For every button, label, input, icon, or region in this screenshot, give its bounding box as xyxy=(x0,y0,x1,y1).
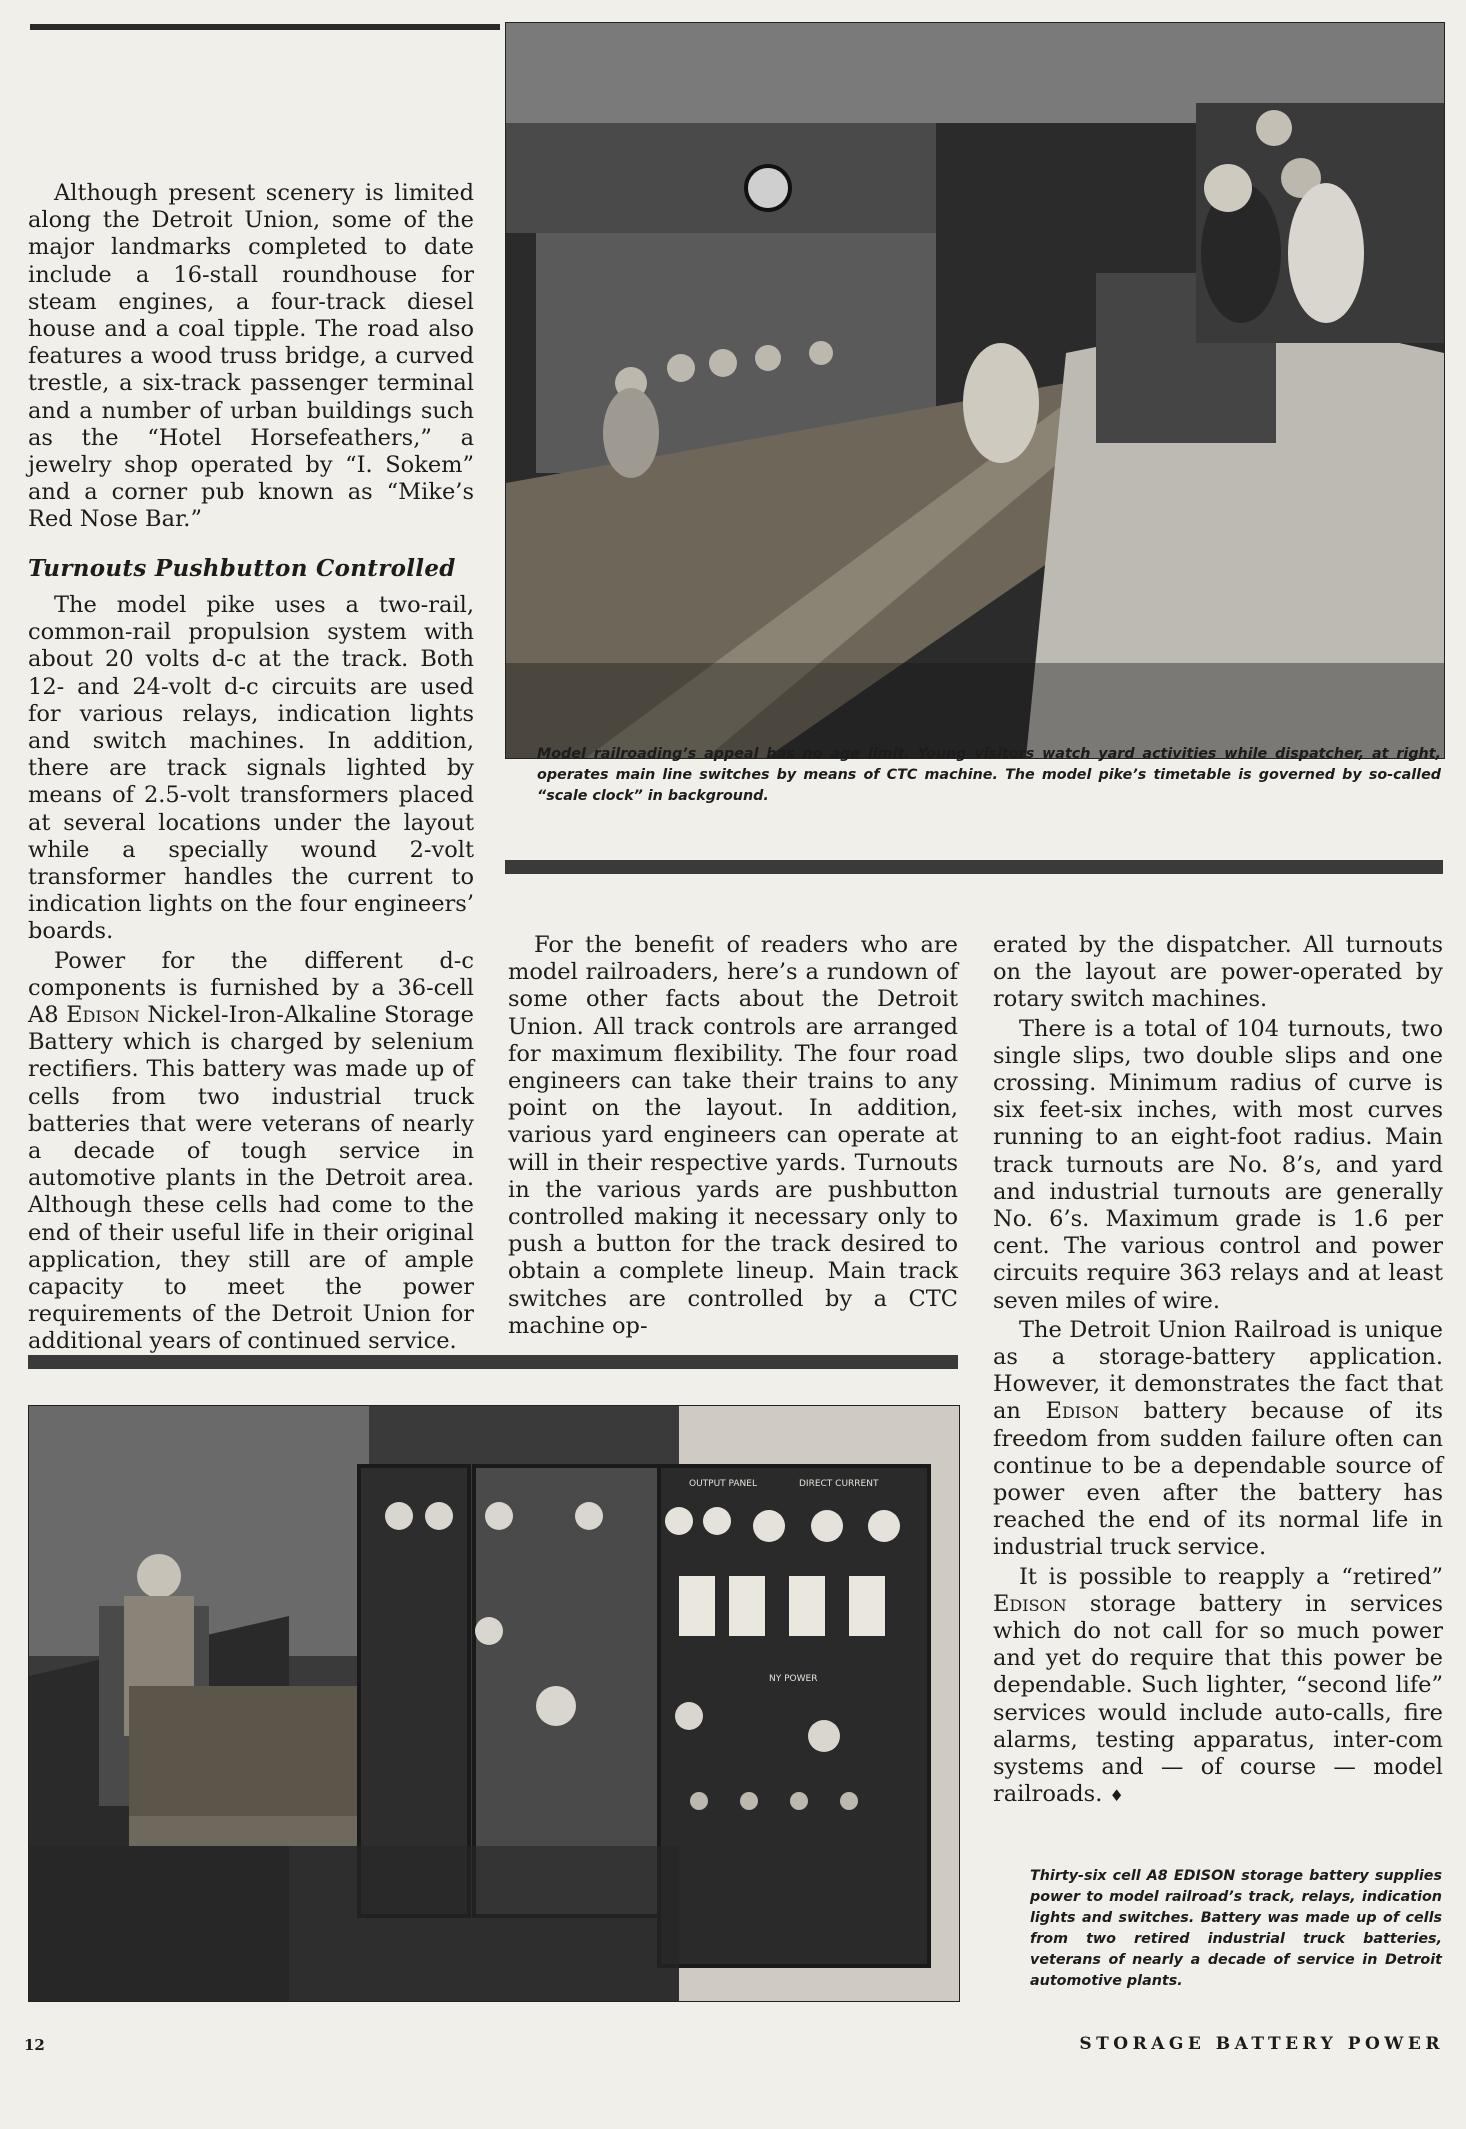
rundown-paragraph: For the benefit of readers who are model railroaders, here’s a rundown of some other facts about the Detroit Union. All track controls are arranged for maximum flexibility. The four road engineers can take their trains to any point on the layout. In addition, various yard engineers can operate at will in their respective yards. Turnouts in the various yards are pushbutton controlled making it necessary only to push a button for the track desired to obtain a complete lineup. Main track switches are controlled by a CTC machine op- xyxy=(508,932,958,1339)
bottom-photo-caption: Thirty-six cell A8 EDISON storage battery supplies power to model railroad’s track, relays, indication lights and switches. Battery was made up of cells from two retired industrial truck batteries, veterans of nearly a decade of service in Detroit automotive plants. xyxy=(1030,1868,1442,1989)
power-paragraph-text: Power for the different d-c components is furnished by a 36-cell A8 xyxy=(28,947,474,1029)
intro-column xyxy=(28,180,474,534)
battery-panel-photo xyxy=(28,1405,960,2002)
battery-panel-photo-art xyxy=(29,1406,959,2001)
end-mark-icon: ♦ xyxy=(1109,1786,1124,1806)
edison-brand: Edison xyxy=(993,1590,1067,1617)
unique-paragraph-text: The Detroit Union Railroad is unique as a storage-battery application. However, it demonstrates the fact that an xyxy=(993,1316,1443,1425)
column-3 xyxy=(993,932,1443,1810)
propulsion-paragraph: The model pike uses a two-rail, common-rail propulsion system with about 20 volts d-c at the track. Both 12- and 24-volt d-c circuits are used for various relays, indication lights and switch machines. In addition, there are track signals lighted by means of 2.5-volt transformers placed at several locations under the layout while a specially wound 2-volt transformer handles the current to indication lights on the four engineers’ boards. xyxy=(28,592,474,945)
page-number: 12 xyxy=(24,2036,45,2054)
rail-yard-photo xyxy=(505,22,1445,759)
reapply-paragraph-text: It is possible to reapply a “retired” xyxy=(1019,1563,1443,1590)
top-photo-caption: Model railroading’s appeal has no age limit. Young visitors watch yard activities while dispatcher, at right, operates main line switches by means of CTC machine. The model pike’s timetable is governed by so-called “scale clock” in background. xyxy=(537,746,1441,804)
power-paragraph-text-cont: Nickel-Iron-Alkaline Storage Battery which is charged by selenium rectifiers. This battery was made up of cells from two industrial truck batteries that were veterans of nearly a decade of tough service in automotive plants in the Detroit area. Although these cells had come to the end of their useful life in their original application, they still are of ample capacity to meet the power requirements of the Detroit Union for additional years of continued service. xyxy=(28,1002,474,1355)
unique-paragraph-text-cont: battery because of its freedom from sudden failure often can continue to be a dependable source of power even after the battery has reached the end of its normal life in industrial truck service. xyxy=(993,1398,1443,1561)
rail-yard-photo-art xyxy=(506,23,1444,758)
direct-current-label: DIRECT CURRENT xyxy=(799,1479,879,1489)
output-panel-label: OUTPUT PANEL xyxy=(689,1479,757,1489)
top-rule xyxy=(30,24,500,30)
power-panel-label: NY POWER xyxy=(769,1674,818,1684)
section-heading: Turnouts Pushbutton Controlled xyxy=(28,555,456,582)
lower-rule xyxy=(28,1355,958,1369)
continued-paragraph: erated by the dispatcher. All turnouts on the layout are power-operated by rotary switch machines. xyxy=(993,932,1443,1013)
scale-clock-icon xyxy=(746,166,790,210)
column-2 xyxy=(508,932,958,1340)
reapply-paragraph-text-cont: storage battery in services which do not call for so much power and yet do require that this power be dependable. Such lighter, “second life” services would include auto-calls, fire alarms, testing apparatus, inter-com systems and — of course — model railroads. xyxy=(993,1590,1443,1808)
edison-brand: Edison xyxy=(1045,1398,1120,1425)
power-paragraph xyxy=(28,948,474,1356)
publication-name: STORAGE BATTERY POWER xyxy=(1079,2034,1444,2054)
intro-paragraph: Although present scenery is limited along the Detroit Union, some of the major landmarks completed to date include a 16-stall roundhouse for steam engines, a four-track diesel house and a coal tipple. The road also features a wood truss bridge, a curved trestle, a six-track passenger terminal and a number of urban buildings such as the “Hotel Horsefeathers,” a jewelry shop operated by “I. Sokem” and a corner pub known as “Mike’s Red Nose Bar.” xyxy=(28,180,474,533)
unique-paragraph xyxy=(993,1317,1443,1562)
column-1 xyxy=(28,592,474,1356)
edison-brand: Edison xyxy=(66,1002,140,1029)
turnouts-paragraph: There is a total of 104 turnouts, two single slips, two double slips and one crossing. Minimum radius of curve is six feet-six inches, with most curves running to an eight-foot radius. Main track turnouts are No. 8’s, and yard and industrial turnouts are generally No. 6’s. Maximum grade is 1.6 per cent. The various control and power circuits require 363 relays and at least seven miles of wire. xyxy=(993,1015,1443,1314)
middle-rule xyxy=(505,860,1443,874)
reapply-paragraph xyxy=(993,1564,1443,1810)
